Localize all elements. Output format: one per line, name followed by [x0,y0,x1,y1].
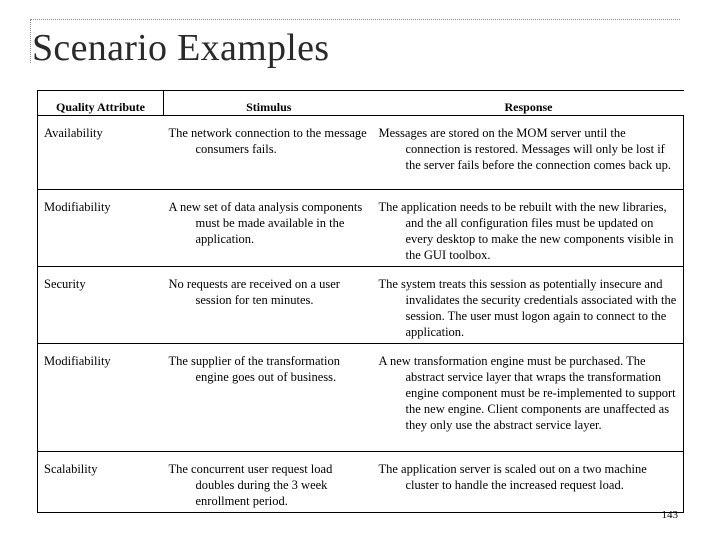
header-quality-attribute: Quality Attribute [38,91,164,116]
decorative-left-rule [30,19,31,63]
response-cell: A new transformation engine must be purchased. The abstract service layer that wraps the transformation engine component must be re-implemented to support the new engine. Client components are unaffected as they only use the abstract service layer. [374,344,684,452]
response-cell: The system treats this session as potentially insecure and invalidates the security credentials associated with the session. The user must logon again to connect to the application. [374,267,684,344]
response-cell: The application needs to be rebuilt with the new libraries, and the all configuration files must be updated on every desktop to make the new components visible in the GUI toolbox. [374,190,684,267]
header-stimulus: Stimulus [164,91,374,116]
stimulus-cell: A new set of data analysis components must be made available in the application. [164,190,374,267]
stimulus-cell: No requests are received on a user session for ten minutes. [164,267,374,344]
attribute-cell: Modifiability [38,190,164,267]
scenario-table [37,90,684,513]
attribute-cell: Modifiability [38,344,164,452]
stimulus-cell: The concurrent user request load doubles during the 3 week enrollment period. [164,452,374,513]
decorative-top-rule [30,19,680,20]
table-row [38,344,684,452]
table-row [38,452,684,513]
stimulus-cell: The supplier of the transformation engine goes out of business. [164,344,374,452]
table-row [38,190,684,267]
response-cell: Messages are stored on the MOM server until the connection is restored. Messages will only be lost if the server fails before the connection comes back up. [374,116,684,190]
attribute-cell: Availability [38,116,164,190]
response-cell: The application server is scaled out on a two machine cluster to handle the increased request load. [374,452,684,513]
slide-title: Scenario Examples [32,27,330,69]
table-row [38,267,684,344]
header-response: Response [374,91,684,116]
table-row [38,116,684,190]
attribute-cell: Scalability [38,452,164,513]
stimulus-cell: The network connection to the message consumers fails. [164,116,374,190]
attribute-cell: Security [38,267,164,344]
table-header-row [38,91,684,116]
page-number: 143 [661,509,678,521]
